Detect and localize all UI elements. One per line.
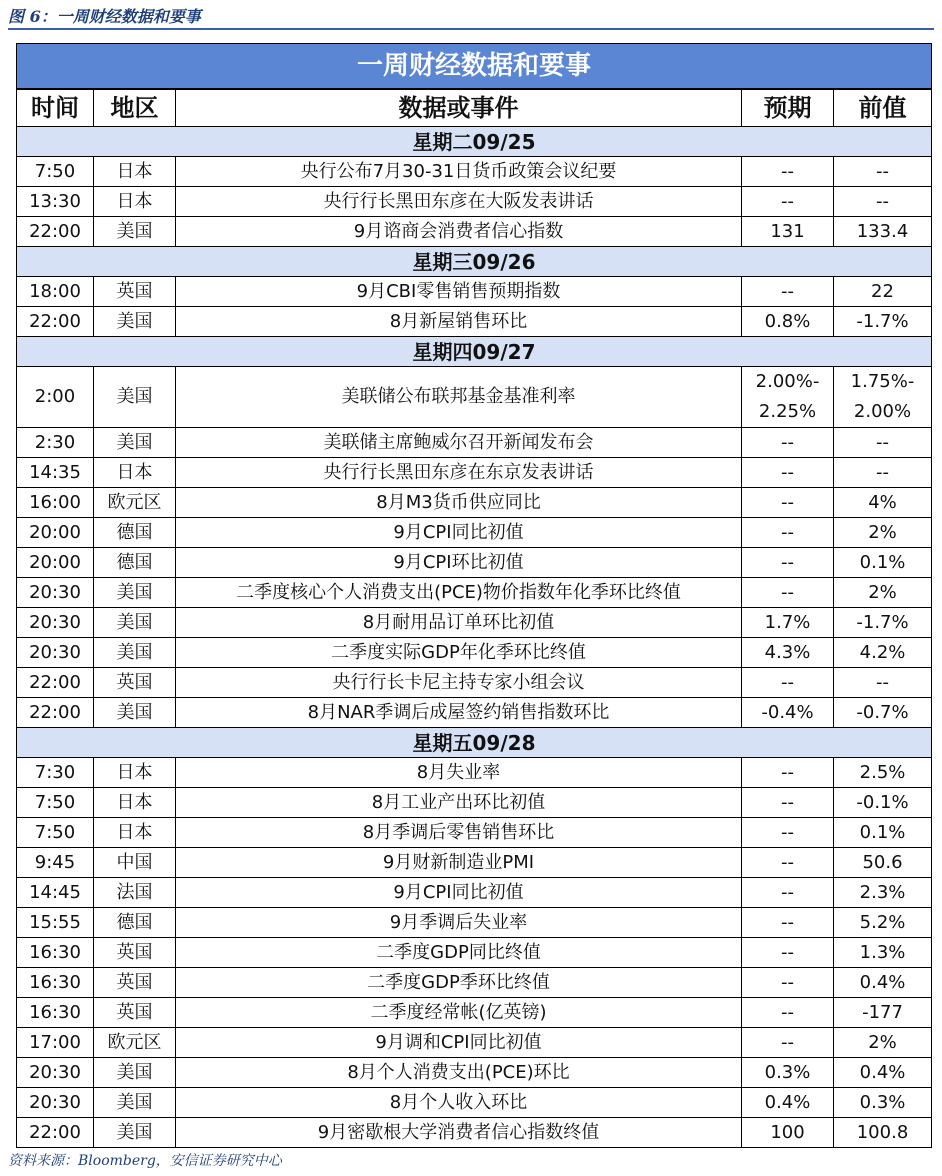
- events-table: [16, 43, 932, 1148]
- cell-event: 9月CPI同比初值: [176, 878, 742, 908]
- cell-region: 英国: [94, 938, 176, 968]
- cell-region: 德国: [94, 908, 176, 938]
- cell-event: 美联储公布联邦基金基准利率: [176, 367, 742, 428]
- cell-time: 7:50: [17, 818, 94, 848]
- cell-forecast: --: [742, 968, 834, 998]
- cell-previous: -0.7%: [834, 698, 932, 728]
- cell-previous: 2.3%: [834, 878, 932, 908]
- cell-forecast: --: [742, 1028, 834, 1058]
- cell-event: 美联储主席鲍威尔召开新闻发布会: [176, 428, 742, 458]
- cell-region: 美国: [94, 1118, 176, 1148]
- cell-region: 法国: [94, 878, 176, 908]
- day-header-row: [17, 247, 932, 277]
- cell-region: 日本: [94, 187, 176, 217]
- cell-time: 20:30: [17, 1058, 94, 1088]
- cell-time: 20:30: [17, 1088, 94, 1118]
- cell-time: 9:45: [17, 848, 94, 878]
- cell-event: 8月个人收入环比: [176, 1088, 742, 1118]
- cell-event: 9月谘商会消费者信心指数: [176, 217, 742, 247]
- cell-event: 8月耐用品订单环比初值: [176, 608, 742, 638]
- table-row: [17, 818, 932, 848]
- cell-time: 22:00: [17, 1118, 94, 1148]
- header-forecast: 预期: [742, 89, 834, 127]
- cell-previous: 0.3%: [834, 1088, 932, 1118]
- cell-event: 二季度核心个人消费支出(PCE)物价指数年化季环比终值: [176, 578, 742, 608]
- cell-forecast: --: [742, 187, 834, 217]
- events-table-container: [16, 43, 931, 1148]
- cell-forecast: --: [742, 848, 834, 878]
- cell-previous: -0.1%: [834, 788, 932, 818]
- cell-previous: 0.4%: [834, 1058, 932, 1088]
- cell-event: 8月个人消费支出(PCE)环比: [176, 1058, 742, 1088]
- table-row: [17, 998, 932, 1028]
- cell-region: 美国: [94, 1088, 176, 1118]
- cell-event: 8月失业率: [176, 758, 742, 788]
- header-region: 地区: [94, 89, 176, 127]
- table-row: [17, 367, 932, 428]
- cell-time: 7:30: [17, 758, 94, 788]
- table-row: [17, 1088, 932, 1118]
- cell-forecast: --: [742, 788, 834, 818]
- cell-event: 二季度实际GDP年化季环比终值: [176, 638, 742, 668]
- header-event: 数据或事件: [176, 89, 742, 127]
- cell-event: 9月密歇根大学消费者信心指数终值: [176, 1118, 742, 1148]
- cell-region: 美国: [94, 638, 176, 668]
- cell-event: 8月季调后零售销售环比: [176, 818, 742, 848]
- cell-forecast: --: [742, 668, 834, 698]
- cell-time: 16:30: [17, 998, 94, 1028]
- cell-time: 7:50: [17, 157, 94, 187]
- cell-previous: 50.6: [834, 848, 932, 878]
- cell-previous: 0.1%: [834, 818, 932, 848]
- cell-time: 18:00: [17, 277, 94, 307]
- cell-previous: 2%: [834, 518, 932, 548]
- cell-region: 中国: [94, 848, 176, 878]
- header-time: 时间: [17, 89, 94, 127]
- cell-previous: 2%: [834, 1028, 932, 1058]
- table-row: [17, 788, 932, 818]
- cell-event: 9月调和CPI同比初值: [176, 1028, 742, 1058]
- cell-forecast: --: [742, 908, 834, 938]
- cell-forecast: -0.4%: [742, 698, 834, 728]
- header-previous: 前值: [834, 89, 932, 127]
- table-row: [17, 1058, 932, 1088]
- cell-event: 9月季调后失业率: [176, 908, 742, 938]
- figure-caption: 图 6：一周财经数据和要事: [8, 7, 201, 26]
- cell-region: 英国: [94, 668, 176, 698]
- cell-forecast: 4.3%: [742, 638, 834, 668]
- table-row: [17, 518, 932, 548]
- cell-time: 16:30: [17, 938, 94, 968]
- cell-forecast: --: [742, 488, 834, 518]
- table-row: [17, 848, 932, 878]
- day-label: 星期四09/27: [17, 337, 932, 367]
- cell-previous: -177: [834, 998, 932, 1028]
- cell-region: 德国: [94, 518, 176, 548]
- cell-previous: 100.8: [834, 1118, 932, 1148]
- cell-time: 20:30: [17, 638, 94, 668]
- day-label: 星期二09/25: [17, 127, 932, 157]
- cell-previous: 5.2%: [834, 908, 932, 938]
- cell-event: 二季度经常帐(亿英镑): [176, 998, 742, 1028]
- cell-previous: 133.4: [834, 217, 932, 247]
- cell-previous: 2%: [834, 578, 932, 608]
- table-row: [17, 638, 932, 668]
- table-row: [17, 307, 932, 337]
- cell-time: 16:00: [17, 488, 94, 518]
- cell-event: 央行行长黑田东彦在东京发表讲话: [176, 458, 742, 488]
- cell-forecast: --: [742, 428, 834, 458]
- cell-region: 日本: [94, 458, 176, 488]
- table-row: [17, 668, 932, 698]
- table-row: [17, 1028, 932, 1058]
- table-row: [17, 878, 932, 908]
- cell-region: 美国: [94, 217, 176, 247]
- cell-region: 德国: [94, 548, 176, 578]
- cell-time: 20:30: [17, 578, 94, 608]
- cell-event: 9月CPI环比初值: [176, 548, 742, 578]
- source-note: 资料来源：Bloomberg，安信证券研究中心: [8, 1153, 282, 1169]
- table-row: [17, 217, 932, 247]
- cell-forecast: --: [742, 578, 834, 608]
- cell-previous: --: [834, 428, 932, 458]
- day-label: 星期三09/26: [17, 247, 932, 277]
- table-row: [17, 428, 932, 458]
- cell-event: 9月CBI零售销售预期指数: [176, 277, 742, 307]
- table-row: [17, 1118, 932, 1148]
- cell-time: 22:00: [17, 698, 94, 728]
- cell-time: 15:55: [17, 908, 94, 938]
- cell-forecast: 0.3%: [742, 1058, 834, 1088]
- cell-time: 20:30: [17, 608, 94, 638]
- cell-region: 日本: [94, 758, 176, 788]
- cell-region: 英国: [94, 277, 176, 307]
- cell-time: 2:30: [17, 428, 94, 458]
- cell-previous: 1.75%- 2.00%: [834, 367, 932, 428]
- cell-forecast: 131: [742, 217, 834, 247]
- table-row: [17, 608, 932, 638]
- cell-event: 8月M3货币供应同比: [176, 488, 742, 518]
- cell-event: 9月CPI同比初值: [176, 518, 742, 548]
- cell-previous: --: [834, 157, 932, 187]
- table-title-row: [17, 44, 932, 90]
- table-row: [17, 157, 932, 187]
- cell-forecast: 0.4%: [742, 1088, 834, 1118]
- cell-previous: 0.4%: [834, 968, 932, 998]
- cell-region: 美国: [94, 578, 176, 608]
- cell-forecast: --: [742, 758, 834, 788]
- table-title: 一周财经数据和要事: [17, 44, 932, 90]
- cell-time: 20:00: [17, 518, 94, 548]
- cell-previous: --: [834, 187, 932, 217]
- table-row: [17, 758, 932, 788]
- cell-region: 日本: [94, 157, 176, 187]
- cell-forecast: 2.00%- 2.25%: [742, 367, 834, 428]
- cell-forecast: 1.7%: [742, 608, 834, 638]
- table-row: [17, 277, 932, 307]
- cell-region: 美国: [94, 428, 176, 458]
- cell-region: 欧元区: [94, 1028, 176, 1058]
- cell-forecast: --: [742, 157, 834, 187]
- table-row: [17, 458, 932, 488]
- cell-region: 英国: [94, 998, 176, 1028]
- cell-time: 22:00: [17, 307, 94, 337]
- cell-event: 央行公布7月30-31日货币政策会议纪要: [176, 157, 742, 187]
- cell-forecast: --: [742, 818, 834, 848]
- cell-time: 14:35: [17, 458, 94, 488]
- cell-event: 8月新屋销售环比: [176, 307, 742, 337]
- cell-forecast: 0.8%: [742, 307, 834, 337]
- day-header-row: [17, 127, 932, 157]
- table-row: [17, 968, 932, 998]
- day-label: 星期五09/28: [17, 728, 932, 758]
- cell-time: 20:00: [17, 548, 94, 578]
- cell-forecast: --: [742, 998, 834, 1028]
- cell-time: 13:30: [17, 187, 94, 217]
- cell-previous: --: [834, 458, 932, 488]
- cell-region: 日本: [94, 818, 176, 848]
- cell-previous: -1.7%: [834, 307, 932, 337]
- cell-region: 美国: [94, 1058, 176, 1088]
- cell-region: 美国: [94, 608, 176, 638]
- cell-previous: 4%: [834, 488, 932, 518]
- table-row: [17, 187, 932, 217]
- cell-time: 16:30: [17, 968, 94, 998]
- cell-forecast: --: [742, 548, 834, 578]
- cell-region: 日本: [94, 788, 176, 818]
- day-header-row: [17, 728, 932, 758]
- cell-event: 9月财新制造业PMI: [176, 848, 742, 878]
- cell-forecast: --: [742, 878, 834, 908]
- table-row: [17, 908, 932, 938]
- cell-region: 美国: [94, 307, 176, 337]
- cell-time: 22:00: [17, 668, 94, 698]
- caption-divider: [8, 28, 934, 30]
- cell-forecast: --: [742, 938, 834, 968]
- cell-event: 二季度GDP同比终值: [176, 938, 742, 968]
- header-row: [17, 89, 932, 127]
- cell-forecast: --: [742, 277, 834, 307]
- table-body: [17, 127, 932, 1148]
- cell-time: 14:45: [17, 878, 94, 908]
- cell-previous: 1.3%: [834, 938, 932, 968]
- cell-region: 欧元区: [94, 488, 176, 518]
- day-header-row: [17, 337, 932, 367]
- cell-previous: 22: [834, 277, 932, 307]
- cell-previous: -1.7%: [834, 608, 932, 638]
- table-row: [17, 488, 932, 518]
- cell-forecast: --: [742, 458, 834, 488]
- cell-event: 二季度GDP季环比终值: [176, 968, 742, 998]
- cell-event: 央行行长卡尼主持专家小组会议: [176, 668, 742, 698]
- cell-previous: 4.2%: [834, 638, 932, 668]
- cell-region: 美国: [94, 367, 176, 428]
- table-row: [17, 578, 932, 608]
- cell-previous: --: [834, 668, 932, 698]
- cell-forecast: 100: [742, 1118, 834, 1148]
- cell-forecast: --: [742, 518, 834, 548]
- cell-region: 美国: [94, 698, 176, 728]
- cell-time: 2:00: [17, 367, 94, 428]
- table-row: [17, 698, 932, 728]
- cell-previous: 0.1%: [834, 548, 932, 578]
- cell-event: 央行行长黑田东彦在大阪发表讲话: [176, 187, 742, 217]
- cell-event: 8月NAR季调后成屋签约销售指数环比: [176, 698, 742, 728]
- cell-time: 17:00: [17, 1028, 94, 1058]
- cell-previous: 2.5%: [834, 758, 932, 788]
- table-row: [17, 938, 932, 968]
- cell-event: 8月工业产出环比初值: [176, 788, 742, 818]
- cell-region: 英国: [94, 968, 176, 998]
- table-row: [17, 548, 932, 578]
- cell-time: 7:50: [17, 788, 94, 818]
- cell-time: 22:00: [17, 217, 94, 247]
